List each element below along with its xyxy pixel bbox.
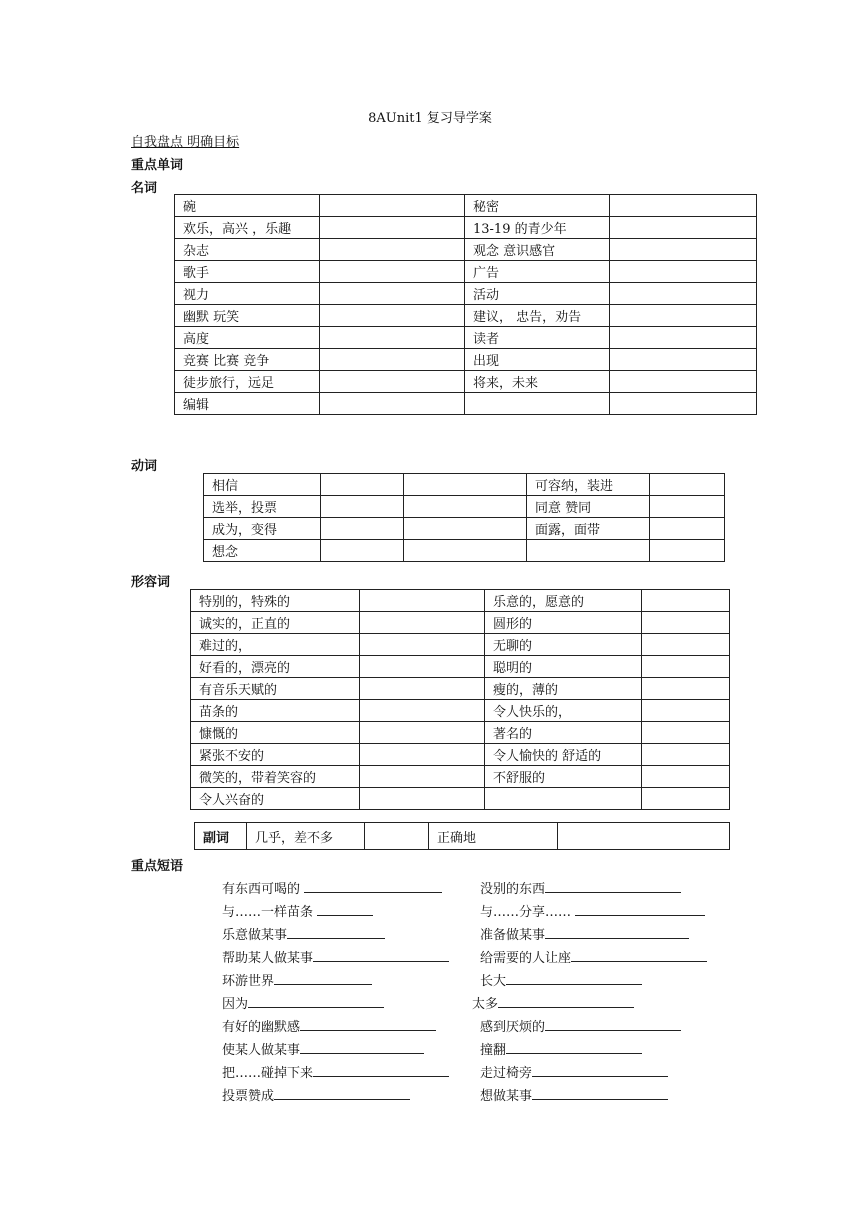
blank-cell[interactable] <box>360 612 485 634</box>
blank-cell[interactable] <box>360 766 485 788</box>
table-row <box>191 722 730 744</box>
verbs-table <box>203 473 725 562</box>
blank-cell[interactable] <box>642 678 730 700</box>
phrase-item <box>480 1016 681 1035</box>
phrase-label: 因为 <box>222 997 249 1012</box>
table-row <box>175 371 757 393</box>
key-phrases-heading: 重点短语 <box>131 859 184 874</box>
blank-cell[interactable] <box>610 217 757 239</box>
phrase-item <box>222 1085 410 1104</box>
verb-cell <box>527 540 650 562</box>
nouns-table <box>174 194 757 415</box>
adjective-cell: 令人快乐的， <box>485 700 642 722</box>
blank-cell[interactable] <box>610 195 757 217</box>
noun-cell: 徒步旅行，远足 <box>175 371 320 393</box>
noun-cell: 13-19 的青少年 <box>465 217 610 239</box>
adjective-cell: 乐意的，愿意的 <box>485 590 642 612</box>
answer-blank[interactable] <box>248 994 384 1008</box>
blank-cell[interactable] <box>558 823 730 850</box>
blank-cell[interactable] <box>404 518 527 540</box>
noun-cell <box>465 393 610 415</box>
table-row <box>191 678 730 700</box>
phrase-label: 与……一样苗条 <box>222 905 318 920</box>
adjective-cell: 难过的， <box>191 634 360 656</box>
phrase-item <box>480 901 705 920</box>
table-row <box>175 239 757 261</box>
noun-cell: 将来，未来 <box>465 371 610 393</box>
blank-cell[interactable] <box>642 788 730 810</box>
adjective-cell: 紧张不安的 <box>191 744 360 766</box>
answer-blank[interactable] <box>506 1040 642 1054</box>
self-check-goals-link[interactable]: 自我盘点 明确目标 <box>131 135 240 150</box>
phrase-item <box>222 878 442 897</box>
phrase-label: 准备做某事 <box>480 928 546 943</box>
table-row <box>175 195 757 217</box>
phrase-item <box>222 901 373 920</box>
answer-blank[interactable] <box>287 925 385 939</box>
phrase-label: 环游世界 <box>222 974 275 989</box>
answer-blank[interactable] <box>313 948 449 962</box>
phrase-label: 有东西可喝的 <box>222 882 305 897</box>
phrase-item <box>222 970 372 989</box>
phrase-label: 使某人做某事 <box>222 1043 301 1058</box>
blank-cell[interactable] <box>642 722 730 744</box>
adverbs-heading: 副词 <box>195 823 247 850</box>
adjective-cell: 瘦的，薄的 <box>485 678 642 700</box>
answer-blank[interactable] <box>545 1017 681 1031</box>
blank-cell[interactable] <box>650 518 725 540</box>
phrase-item <box>222 924 385 943</box>
table-row <box>191 788 730 810</box>
blank-cell[interactable] <box>642 700 730 722</box>
table-row <box>175 349 757 371</box>
verb-cell: 面露，面带 <box>527 518 650 540</box>
noun-cell: 歌手 <box>175 261 320 283</box>
table-row <box>191 656 730 678</box>
phrase-label: 想做某事 <box>480 1089 533 1104</box>
blank-cell[interactable] <box>320 349 465 371</box>
table-row <box>175 305 757 327</box>
phrase-item <box>480 1062 668 1081</box>
noun-cell: 碗 <box>175 195 320 217</box>
verb-cell: 可容纳，装进 <box>527 474 650 496</box>
adverb-cell: 几乎，差不多 <box>247 823 365 850</box>
table-row <box>175 327 757 349</box>
blank-cell[interactable] <box>360 722 485 744</box>
blank-cell[interactable] <box>642 744 730 766</box>
adjective-cell: 聪明的 <box>485 656 642 678</box>
adjective-cell: 特别的，特殊的 <box>191 590 360 612</box>
noun-cell: 欢乐，高兴 ，乐趣 <box>175 217 320 239</box>
blank-cell[interactable] <box>650 474 725 496</box>
blank-cell[interactable] <box>320 283 465 305</box>
blank-cell[interactable] <box>360 700 485 722</box>
blank-cell[interactable] <box>404 474 527 496</box>
table-row <box>191 590 730 612</box>
blank-cell[interactable] <box>320 393 465 415</box>
page-title: 8AUnit1 复习导学案 <box>368 111 492 126</box>
table-row <box>204 540 725 562</box>
noun-cell: 杂志 <box>175 239 320 261</box>
blank-cell[interactable] <box>321 540 404 562</box>
phrase-item <box>480 947 707 966</box>
noun-cell: 观念 意识感官 <box>465 239 610 261</box>
adverb-cell: 正确地 <box>429 823 558 850</box>
adjective-cell: 圆形的 <box>485 612 642 634</box>
verbs-heading: 动词 <box>131 459 158 474</box>
answer-blank[interactable] <box>313 1063 449 1077</box>
noun-cell: 建议， 忠告，劝告 <box>465 305 610 327</box>
table-row <box>204 474 725 496</box>
blank-cell[interactable] <box>642 612 730 634</box>
answer-blank[interactable] <box>274 1086 410 1100</box>
phrase-label: 乐意做某事 <box>222 928 288 943</box>
table-row <box>191 700 730 722</box>
phrase-item <box>480 1039 642 1058</box>
answer-blank[interactable] <box>532 1063 668 1077</box>
noun-cell: 幽默 玩笑 <box>175 305 320 327</box>
phrase-label: 感到厌烦的 <box>480 1020 546 1035</box>
blank-cell[interactable] <box>650 496 725 518</box>
table-row <box>191 634 730 656</box>
blank-cell[interactable] <box>610 371 757 393</box>
answer-blank[interactable] <box>571 948 707 962</box>
verb-cell: 同意 赞同 <box>527 496 650 518</box>
phrase-label: 走过椅旁 <box>480 1066 533 1081</box>
blank-cell[interactable] <box>321 474 404 496</box>
phrase-label: 有好的幽默感 <box>222 1020 301 1035</box>
blank-cell[interactable] <box>404 540 527 562</box>
answer-blank[interactable] <box>575 902 705 916</box>
table-row <box>191 766 730 788</box>
blank-cell[interactable] <box>320 239 465 261</box>
key-words-heading: 重点单词 <box>131 158 184 173</box>
blank-cell[interactable] <box>610 239 757 261</box>
phrase-item <box>472 993 634 1012</box>
noun-cell: 读者 <box>465 327 610 349</box>
phrase-label: 太多 <box>472 997 499 1012</box>
phrase-item <box>222 993 384 1012</box>
blank-cell[interactable] <box>360 590 485 612</box>
table-row <box>175 261 757 283</box>
answer-blank[interactable] <box>532 1086 668 1100</box>
blank-cell[interactable] <box>320 305 465 327</box>
blank-cell[interactable] <box>642 634 730 656</box>
blank-cell[interactable] <box>360 678 485 700</box>
verb-cell: 相信 <box>204 474 321 496</box>
answer-blank[interactable] <box>545 925 689 939</box>
blank-cell[interactable] <box>610 393 757 415</box>
adjective-cell <box>485 788 642 810</box>
noun-cell: 视力 <box>175 283 320 305</box>
phrase-label: 帮助某人做某事 <box>222 951 314 966</box>
answer-blank[interactable] <box>498 994 634 1008</box>
adjective-cell: 好看的，漂亮的 <box>191 656 360 678</box>
answer-blank[interactable] <box>506 971 642 985</box>
blank-cell[interactable] <box>610 261 757 283</box>
answer-blank[interactable] <box>274 971 372 985</box>
blank-cell[interactable] <box>360 744 485 766</box>
table-row <box>175 393 757 415</box>
adjective-cell: 微笑的，带着笑容的 <box>191 766 360 788</box>
adjective-cell: 无聊的 <box>485 634 642 656</box>
noun-cell: 活动 <box>465 283 610 305</box>
phrase-label: 给需要的人让座 <box>480 951 572 966</box>
adjective-cell: 慷慨的 <box>191 722 360 744</box>
adjective-cell: 令人愉快的 舒适的 <box>485 744 642 766</box>
blank-cell[interactable] <box>320 371 465 393</box>
blank-cell[interactable] <box>610 327 757 349</box>
noun-cell: 秘密 <box>465 195 610 217</box>
blank-cell[interactable] <box>642 766 730 788</box>
answer-blank[interactable] <box>545 879 681 893</box>
blank-cell[interactable] <box>610 305 757 327</box>
blank-cell[interactable] <box>360 788 485 810</box>
blank-cell[interactable] <box>320 217 465 239</box>
phrase-item <box>222 947 449 966</box>
noun-cell: 竞赛 比赛 竞争 <box>175 349 320 371</box>
phrase-label: 长大 <box>480 974 507 989</box>
blank-cell[interactable] <box>320 261 465 283</box>
blank-cell[interactable] <box>642 656 730 678</box>
phrase-label: 把……碰掉下来 <box>222 1066 314 1081</box>
phrase-label: 撞翻 <box>480 1043 507 1058</box>
phrase-item <box>222 1039 424 1058</box>
table-row <box>204 496 725 518</box>
table-row <box>204 518 725 540</box>
blank-cell[interactable] <box>320 327 465 349</box>
blank-cell[interactable] <box>321 518 404 540</box>
table-row <box>191 612 730 634</box>
table-row <box>175 283 757 305</box>
blank-cell[interactable] <box>642 590 730 612</box>
verb-cell: 想念 <box>204 540 321 562</box>
phrase-item <box>480 970 642 989</box>
blank-cell[interactable] <box>360 634 485 656</box>
adjective-cell: 诚实的，正直的 <box>191 612 360 634</box>
adjective-cell: 令人兴奋的 <box>191 788 360 810</box>
phrase-item <box>222 1062 449 1081</box>
nouns-heading: 名词 <box>131 181 158 196</box>
phrase-item <box>480 878 681 897</box>
verb-cell: 选举，投票 <box>204 496 321 518</box>
answer-blank[interactable] <box>317 902 373 916</box>
adjective-cell: 苗条的 <box>191 700 360 722</box>
adverbs-table <box>194 822 730 850</box>
noun-cell: 高度 <box>175 327 320 349</box>
blank-cell[interactable] <box>360 656 485 678</box>
phrase-item <box>480 924 689 943</box>
blank-cell[interactable] <box>610 283 757 305</box>
phrase-item <box>480 1085 668 1104</box>
verb-cell: 成为，变得 <box>204 518 321 540</box>
adjective-cell: 不舒服的 <box>485 766 642 788</box>
blank-cell[interactable] <box>321 496 404 518</box>
answer-blank[interactable] <box>300 1017 436 1031</box>
adjectives-table <box>190 589 730 810</box>
adjectives-heading: 形容词 <box>131 575 171 590</box>
phrase-label: 与……分享…… <box>480 905 576 920</box>
answer-blank[interactable] <box>304 879 442 893</box>
phrase-item <box>222 1016 436 1035</box>
noun-cell: 出现 <box>465 349 610 371</box>
adjective-cell: 著名的 <box>485 722 642 744</box>
answer-blank[interactable] <box>300 1040 424 1054</box>
noun-cell: 编辑 <box>175 393 320 415</box>
table-row <box>175 217 757 239</box>
phrase-label: 投票赞成 <box>222 1089 275 1104</box>
noun-cell: 广告 <box>465 261 610 283</box>
blank-cell[interactable] <box>365 823 429 850</box>
blank-cell[interactable] <box>610 349 757 371</box>
blank-cell[interactable] <box>650 540 725 562</box>
table-row <box>191 744 730 766</box>
blank-cell[interactable] <box>320 195 465 217</box>
blank-cell[interactable] <box>404 496 527 518</box>
adjective-cell: 有音乐天赋的 <box>191 678 360 700</box>
phrase-label: 没别的东西 <box>480 882 546 897</box>
